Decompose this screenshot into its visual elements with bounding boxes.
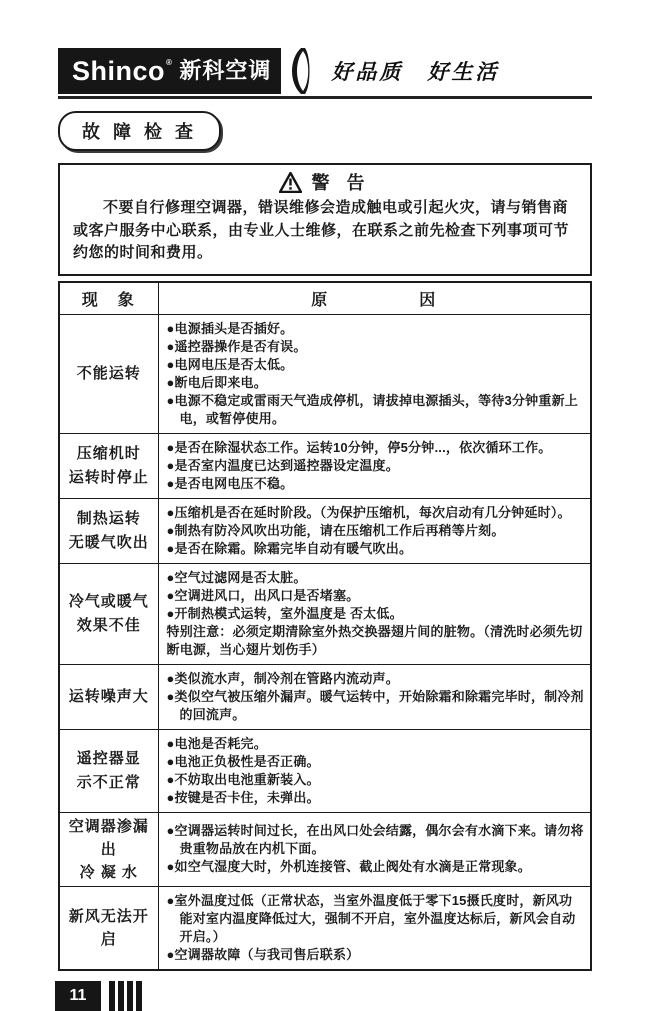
cause-item: ●开制热模式运转，室外温度是 否太低。 xyxy=(166,605,403,621)
cause-item: ●是否电网电压不稳。 xyxy=(166,475,294,491)
cause-item: ●断电后即来电。 xyxy=(166,374,267,390)
table-row xyxy=(59,812,591,887)
page-footer xyxy=(55,981,650,1011)
cause-item: ●遥控器操作是否有误。 xyxy=(166,338,307,354)
cause-item: ●不妨取出电池重新装入。 xyxy=(166,771,320,787)
cause-item: ●空调进风口，出风口是否堵塞。 xyxy=(166,587,360,603)
cause-cell xyxy=(158,812,591,887)
cause-item: ●电池正负极性是否正确。 xyxy=(166,753,320,769)
footer-tick-marks xyxy=(109,981,142,1011)
table-row xyxy=(59,729,591,812)
trademark-mark: ® xyxy=(166,57,173,67)
cause-cell xyxy=(158,887,591,971)
cause-item: ●电池是否耗完。 xyxy=(166,735,267,751)
cause-cell xyxy=(158,563,591,664)
page-title: 故 障 检 查 xyxy=(58,111,221,151)
cause-cell xyxy=(158,664,591,729)
symptom-cell: 制热运转 无暖气吹出 xyxy=(59,498,158,563)
table-row xyxy=(59,314,591,433)
cause-item: ●电网电压是否太低。 xyxy=(166,356,294,372)
cause-item: ●类似流水声，制冷剂在管路内流动声。 xyxy=(166,670,399,686)
symptom-cell: 空调器渗漏出 冷 凝 水 xyxy=(59,812,158,887)
cause-item: ●类似空气被压缩外漏声。暖气运转中，开始除霜和除霜完毕时，制冷剂的回流声。 xyxy=(166,688,584,722)
column-header-symptom: 现 象 xyxy=(59,282,158,315)
tick-bar xyxy=(118,981,124,1011)
cause-item: ●电源插头是否插好。 xyxy=(166,320,294,336)
brand-banner xyxy=(58,48,281,94)
warning-header xyxy=(73,169,577,195)
shinco-logo: Shinco® xyxy=(72,55,173,86)
table-row xyxy=(59,563,591,664)
cause-cell xyxy=(158,433,591,498)
cause-item: ●空调器故障（与我司售后联系） xyxy=(166,947,360,963)
column-header-cause: 原 因 xyxy=(158,282,591,315)
banner-swoosh-icon xyxy=(285,48,311,94)
table-header-row xyxy=(59,282,591,315)
cause-cell xyxy=(158,498,591,563)
cause-item: ●空气过滤网是否太脏。 xyxy=(166,569,307,585)
page-number-badge: 11 xyxy=(55,981,101,1011)
table-row xyxy=(59,498,591,563)
tick-bar xyxy=(109,981,115,1011)
fault-table-body xyxy=(59,314,591,970)
cause-item: ●是否在除湿状态工作。运转10分钟，停5分钟...，依次循环工作。 xyxy=(166,439,552,455)
cause-item: ●按键是否卡住，未弹出。 xyxy=(166,789,320,805)
cause-item: ●制热有防冷风吹出功能，请在压缩机工作后再稍等片刻。 xyxy=(166,522,505,538)
cause-cell xyxy=(158,729,591,812)
cause-item: ●如空气湿度大时，外机连接管、截止阀处有水滴是正常现象。 xyxy=(166,859,531,875)
brand-slogan: 好品质 好生活 xyxy=(331,59,500,84)
cause-item: ●压缩机是否在延时阶段。（为保护压缩机，每次启动有几分钟延时）。 xyxy=(166,504,571,520)
warning-triangle-icon xyxy=(279,172,302,193)
tick-bar xyxy=(127,981,133,1011)
cause-item: ●空调器运转时间过长，在出风口处会结露，偶尔会有水滴下来。请勿将贵重物品放在内机下面。 xyxy=(166,823,584,857)
cause-item: ●是否室内温度已达到遥控器设定温度。 xyxy=(166,457,399,473)
warning-title: 警 告 xyxy=(311,173,371,193)
cause-item: ●室外温度过低（正常状态，当室外温度低于零下15摄氏度时，新风功能对室内温度降低过大，强制不开启，室外温度达标后，新风会自动开启。） xyxy=(166,893,576,945)
cause-cell xyxy=(158,314,591,433)
symptom-cell: 运转噪声大 xyxy=(59,664,158,729)
warning-box xyxy=(58,163,592,276)
table-row xyxy=(59,433,591,498)
cause-item: ●是否在除霜。除霜完毕自动有暖气吹出。 xyxy=(166,540,413,556)
table-row xyxy=(59,664,591,729)
symptom-cell: 遥控器显 示不正常 xyxy=(59,729,158,812)
brand-header xyxy=(58,48,592,94)
symptom-cell: 压缩机时 运转时停止 xyxy=(59,433,158,498)
brand-name: 新科空调 xyxy=(179,58,272,83)
cause-item: ●电源不稳定或雷雨天气造成停机，请拔掉电源插头，等待3分钟重新上电，或暂停使用。 xyxy=(166,392,578,426)
symptom-cell: 冷气或暖气 效果不佳 xyxy=(59,563,158,664)
fault-table xyxy=(58,281,592,972)
symptom-cell: 新风无法开启 xyxy=(59,887,158,971)
cause-note: 特别注意：必须定期清除室外热交换器翅片间的脏物。（清洗时必须先切断电源，当心翅片划伤手） xyxy=(166,623,583,657)
warning-text: 不要自行修理空调器，错误维修会造成触电或引起火灾，请与销售商或客户服务中心联系，由专业人士维修，在联系之前先检查下列事项可节约您的时间和费用。 xyxy=(73,199,570,261)
symptom-cell: 不能运转 xyxy=(59,314,158,433)
tick-bar xyxy=(136,981,142,1011)
table-row xyxy=(59,887,591,971)
